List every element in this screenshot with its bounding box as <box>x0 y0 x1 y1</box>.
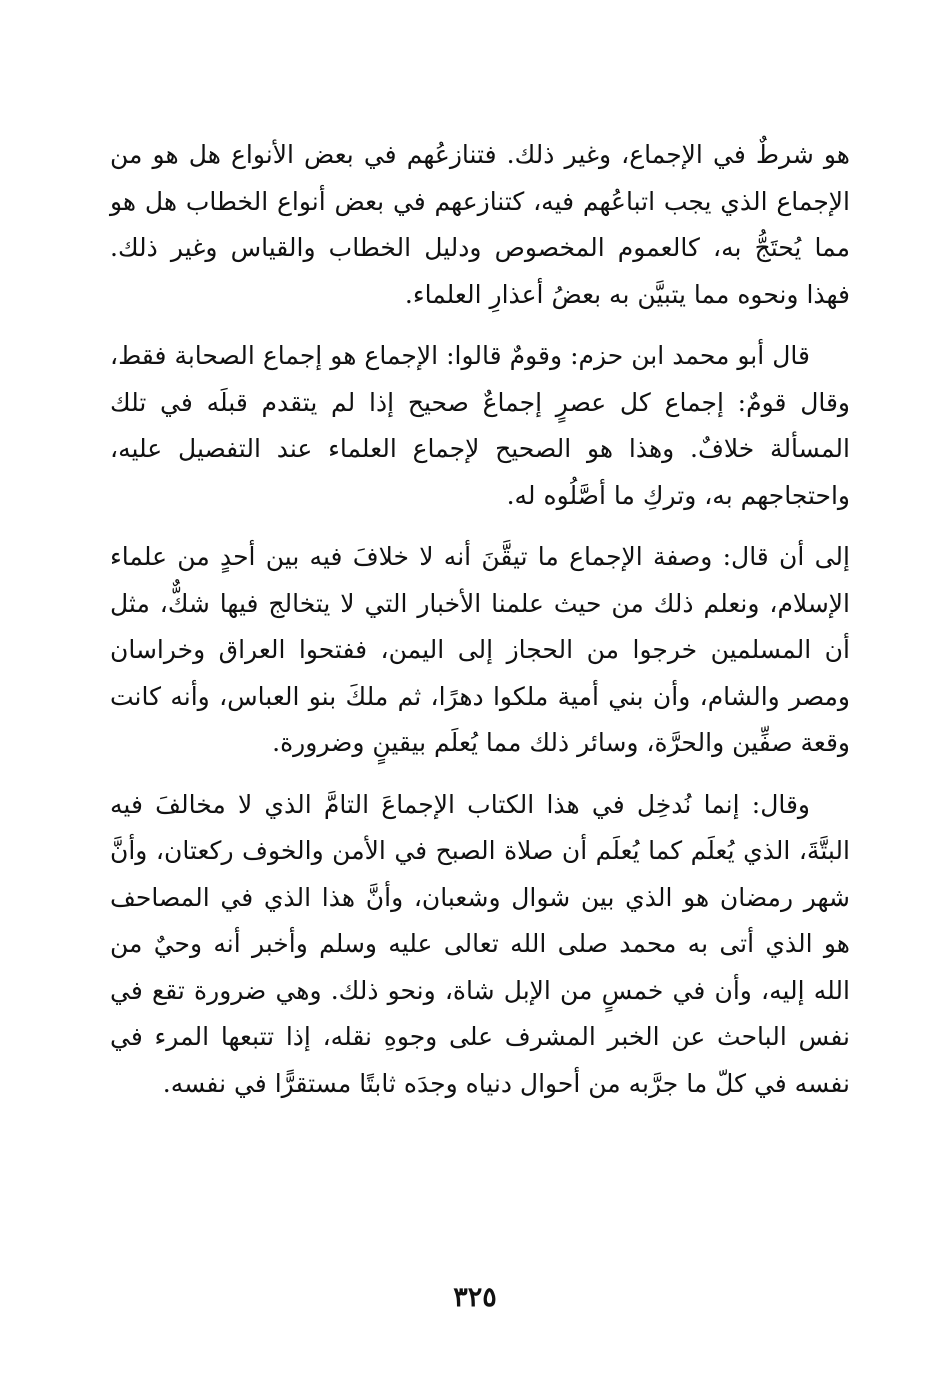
paragraph-1: هو شرطٌ في الإجماع، وغير ذلك. فتنازعُهم في بعض الأنواع هل هو من الإجماع الذي يجب اتباعُهم فيه، كتنازعهم في بعض أنواع الخطاب هل هو مما يُحتَجُّ به، كالعموم المخصوص ودليل الخطاب والقياس وغير ذلك. فهذا ونحوه مما يتبيَّن به بعضُ أعذارِ العلماء. <box>110 140 850 309</box>
paragraph-4: وقال: إنما نُدخِل في هذا الكتاب الإجماعَ التامَّ الذي لا مخالفَ فيه البتَّةَ، الذي يُعلَم كما يُعلَم أن صلاة الصبح في الأمن والخوف ركعتان، وأنَّ شهر رمضان هو الذي بين شوال وشعبان، وأنَّ هذا الذي في المصاحف هو الذي أتى به محمد صلى الله تعالى عليه وسلم وأخبر أنه وحيٌ من الله إليه، وأن في خمسٍ من الإبل شاة، ونحو ذلك. وهي ضرورة تقع في نفس الباحث عن الخبر المشرف على وجوهِ نقله، إذا تتبعها المرء في نفسه في كلّ ما جرَّبه من أحوال دنياه وجدَه ثابتًا مستقرًّا في نفسه. <box>110 789 850 1098</box>
page-number: ٣٢٥ <box>453 1282 497 1313</box>
paragraph-2: قال أبو محمد ابن حزم: وقومٌ قالوا: الإجماع هو إجماع الصحابة فقط، وقال قومٌ: إجماع كل عصرٍ إجماعٌ صحيح إذا لم يتقدم قبلَه في تلك المسألة خلافٌ. وهذا هو الصحيح لإجماع العلماء عند التفصيل عليه، واحتجاجهم به، وتركِ ما أصَّلُوه له. <box>110 341 850 510</box>
paragraph-3: إلى أن قال: وصفة الإجماع ما تيقَّنَ أنه لا خلافَ فيه بين أحدٍ من علماء الإسلام، ونعلم ذلك من حيث علمنا الأخبار التي لا يتخالج فيها شكٌّ، مثل أن المسلمين خرجوا من الحجاز إلى اليمن، ففتحوا العراق وخراسان ومصر والشام، وأن بني أمية ملكوا دهرًا، ثم ملكَ بنو العباس، وأنه كانت وقعة صفِّين والحرَّة، وسائر ذلك مما يُعلَم بيقينٍ وضرورة. <box>110 542 850 757</box>
page-body <box>110 132 850 1107</box>
